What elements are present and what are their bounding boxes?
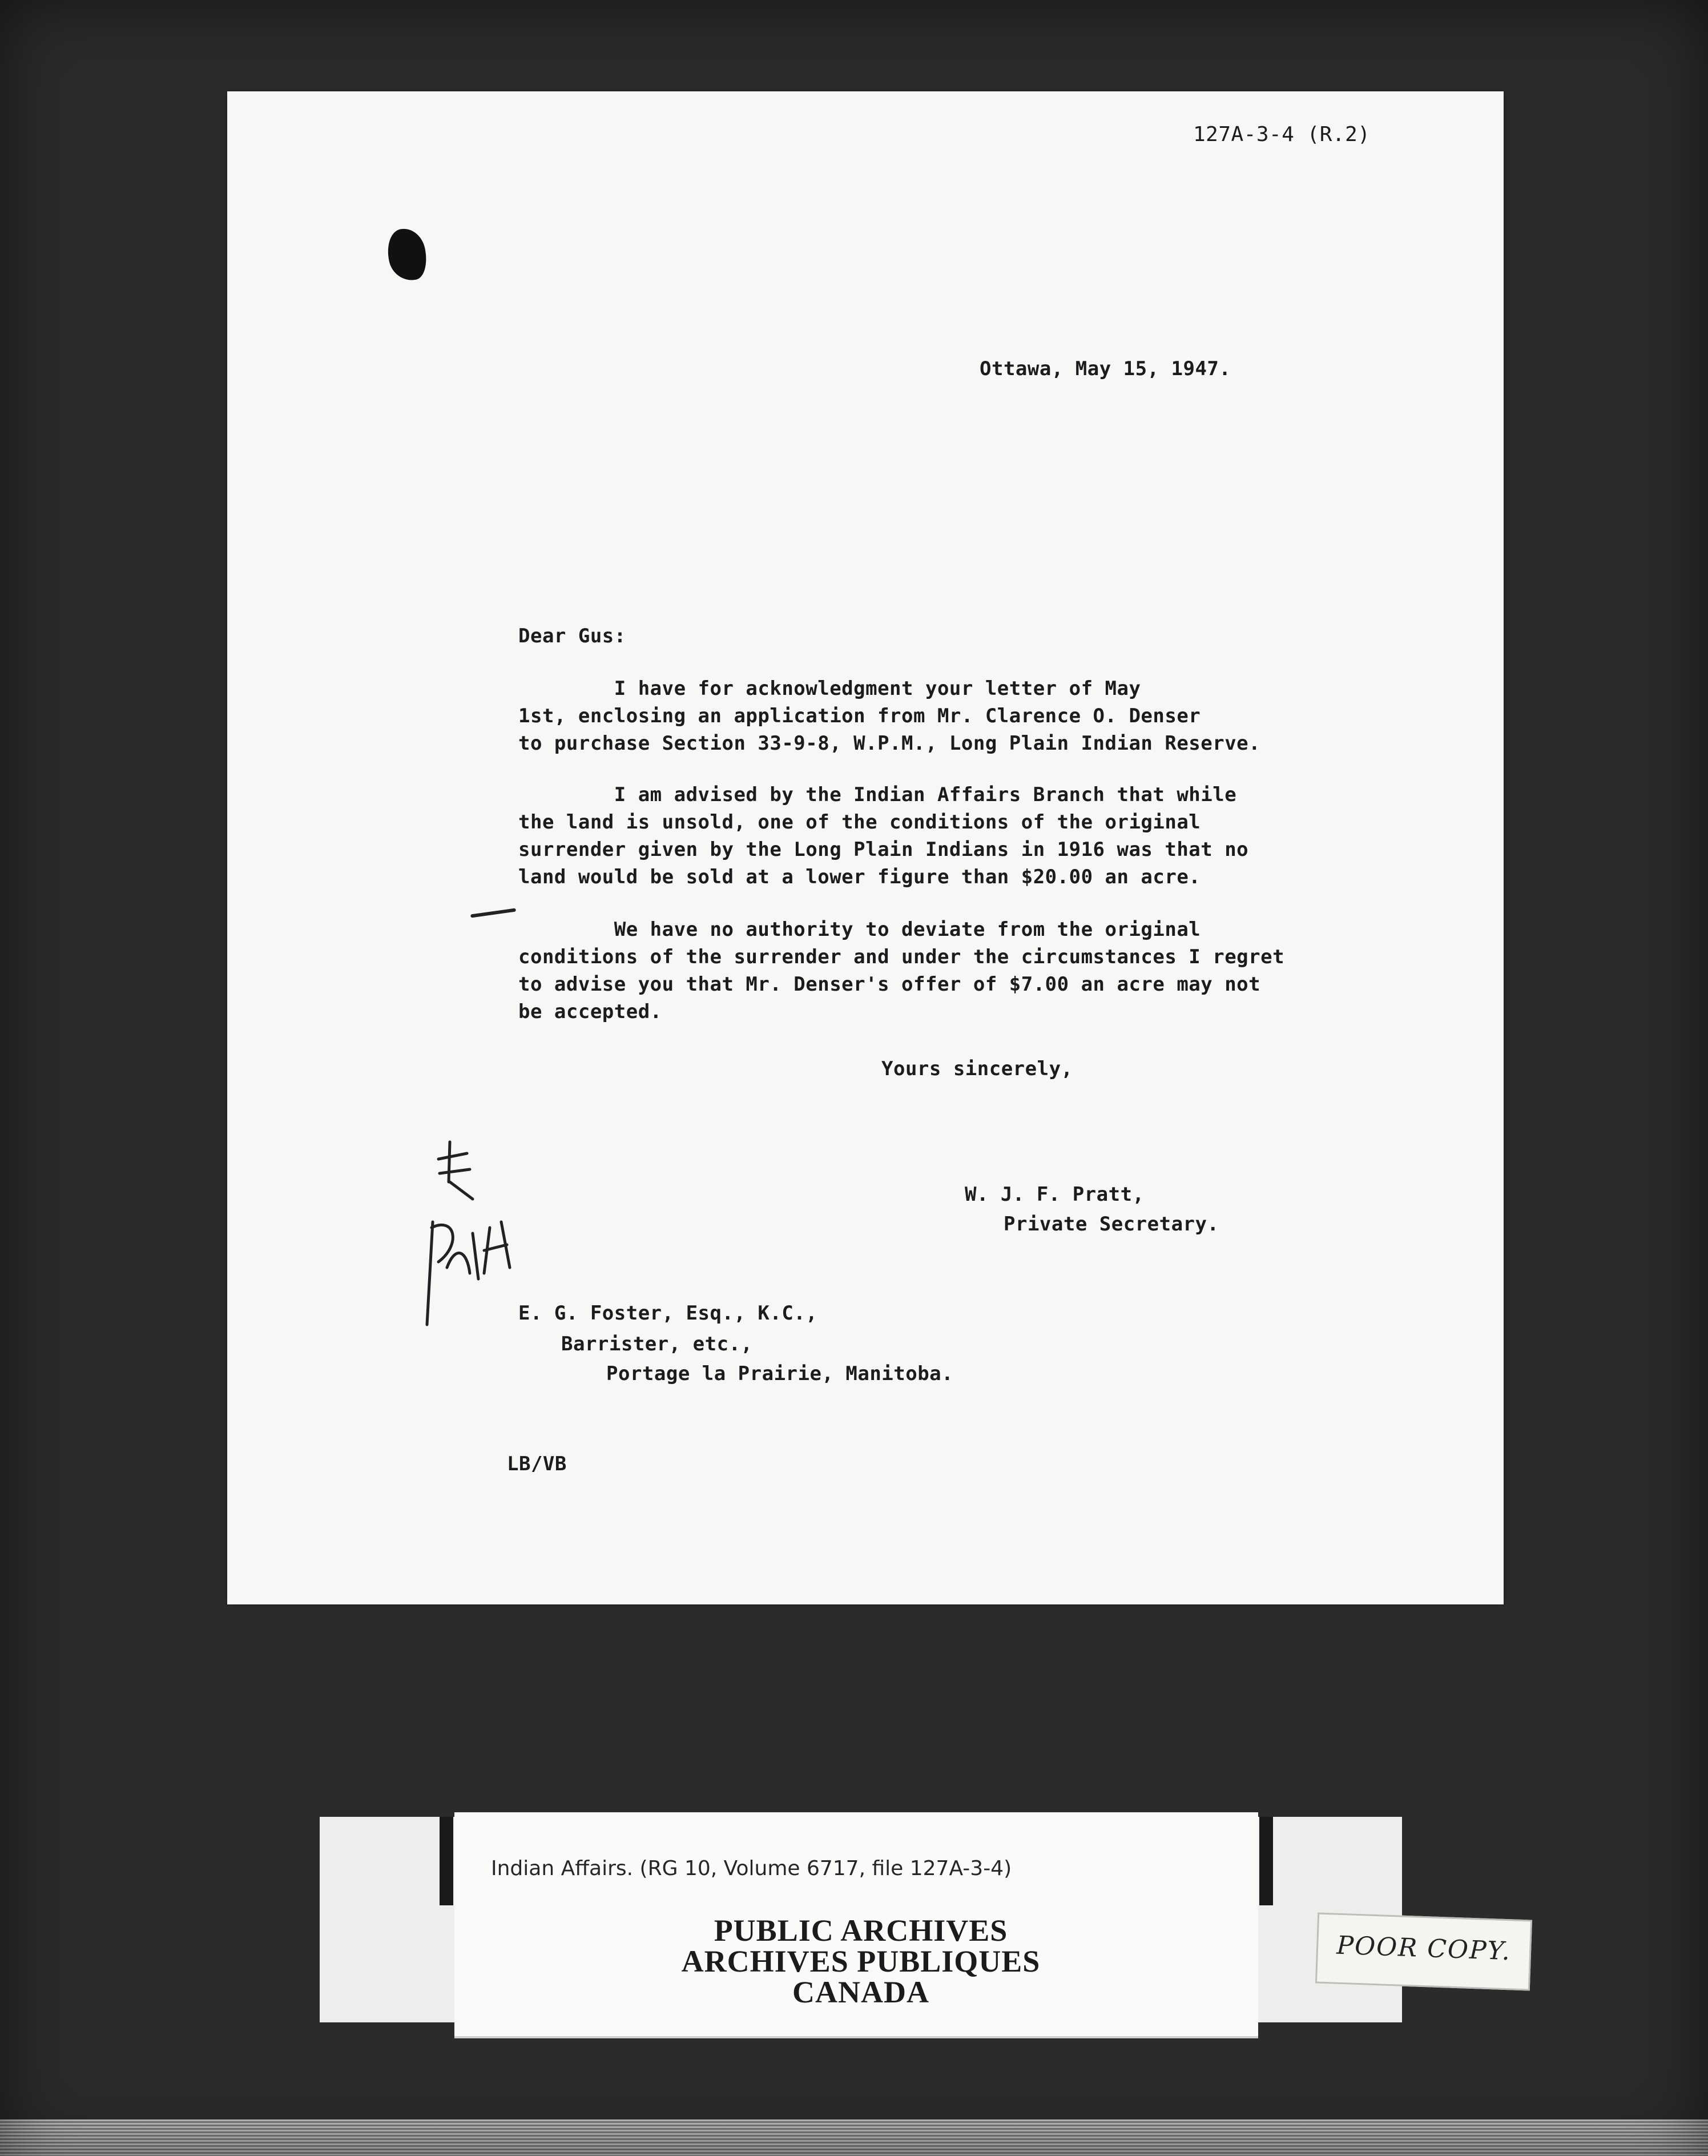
address-line-2: Barrister, etc.,: [561, 1333, 753, 1355]
closing: Yours sincerely,: [881, 1057, 1073, 1080]
letter-page: [227, 91, 1504, 1604]
body-paragraph-3: We have no authority to deviate from the original conditions of the surrender and under the circumstances I regret to advise you that Mr. Denser's offer of $7.00 an acre may not be accepted.: [518, 918, 1285, 1023]
poor-copy-note: [1315, 1912, 1532, 1990]
address-line-1: E. G. Foster, Esq., K.C.,: [518, 1302, 818, 1325]
file-reference: 127A-3-4 (R.2): [1193, 123, 1371, 146]
scan-edge-strip: [0, 2119, 1708, 2156]
address-line-3: Portage la Prairie, Manitoba.: [606, 1362, 954, 1385]
dateline: Ottawa, May 15, 1947.: [980, 357, 1231, 380]
body-paragraph-1: I have for acknowledgment your letter of May 1st, enclosing an application from Mr. Clarence O. Denser to purchase Section 33-9-8, W.P.M., Long Plain Indian Reserve.: [518, 677, 1261, 755]
poor-copy-text: POOR COPY.: [1336, 1930, 1512, 1966]
signer-title: Private Secretary.: [1004, 1213, 1219, 1236]
archives-line-french: ARCHIVES PUBLIQUES: [681, 1944, 1041, 1978]
archives-line-english: PUBLIC ARCHIVES: [714, 1913, 1008, 1948]
label-shadow-right: [1259, 1817, 1273, 1905]
archives-line-country: CANADA: [792, 1975, 929, 2009]
signer-name: W. J. F. Pratt,: [965, 1183, 1145, 1206]
archives-label: [320, 1817, 1402, 2048]
ink-blot-mark: [383, 225, 431, 284]
margin-pen-mark: [470, 908, 516, 918]
archive-citation: Indian Affairs. (RG 10, Volume 6717, file 127A-3-4): [491, 1857, 1012, 1880]
typist-initials: LB/VB: [507, 1453, 567, 1475]
body-paragraph-2: I am advised by the Indian Affairs Branch that while the land is unsold, one of the conditions of the original surrender given by the Long Plain Indians in 1916 was that no land would be sold at a lower figure than $20.00 an acre.: [518, 783, 1249, 888]
salutation: Dear Gus:: [518, 625, 626, 647]
label-shadow-left: [440, 1817, 453, 1905]
